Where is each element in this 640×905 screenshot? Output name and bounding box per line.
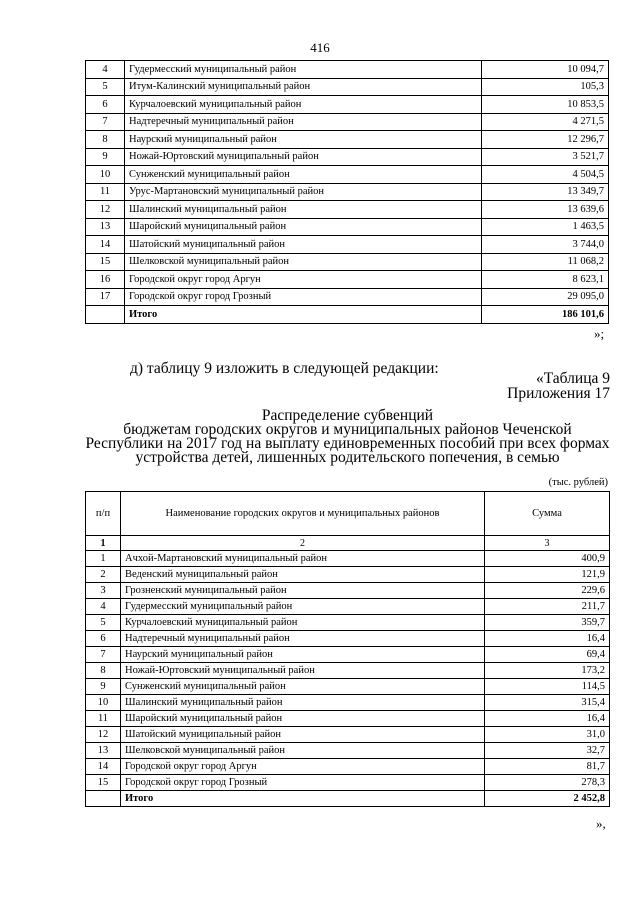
unit-label: (тыс. рублей) [548,477,608,488]
row-name: Сунженский муниципальный район [121,679,485,695]
row-number: 11 [86,183,125,201]
column-number-row [86,536,610,551]
amendment-text: д) таблицу 9 изложить в следующей редакции: [130,360,439,377]
row-name: Урус-Мартановский муниципальный район [125,183,482,201]
table-row [86,615,610,631]
row-sum: 315,4 [485,695,610,711]
table-row [86,663,610,679]
row-number: 3 [86,583,121,599]
row-number: 5 [86,78,125,96]
row-number: 17 [86,288,125,306]
table-row [86,201,609,219]
row-name: Шелковской муниципальный район [121,743,485,759]
row-number: 12 [86,201,125,219]
table-row [86,78,609,96]
row-sum: 4 271,5 [482,113,609,131]
row-sum: 121,9 [485,567,610,583]
row-name: Ножай-Юртовский муниципальный район [125,148,482,166]
table-row [86,711,610,727]
row-number: 6 [86,631,121,647]
row-sum: 278,3 [485,775,610,791]
row-number: 5 [86,615,121,631]
row-sum: 105,3 [482,78,609,96]
table-row [86,743,610,759]
table-reference-line: Приложения 17 [507,385,610,402]
row-number: 4 [86,599,121,615]
row-number: 9 [86,679,121,695]
table-row [86,695,610,711]
row-name: Наурский муниципальный район [121,647,485,663]
table-row [86,271,609,289]
table-row [86,775,610,791]
row-number: 12 [86,727,121,743]
table-row [86,131,609,149]
row-number: 14 [86,236,125,254]
row-sum: 359,7 [485,615,610,631]
table-row [86,148,609,166]
row-sum: 29 095,0 [482,288,609,306]
row-sum: 69,4 [485,647,610,663]
header-sum: Сумма [485,492,610,536]
table-reference [507,371,610,401]
row-name: Гудермесский муниципальный район [125,61,482,79]
row-number: 9 [86,148,125,166]
table-reference-line: «Таблица 9 [535,370,610,387]
table-row [86,236,609,254]
row-sum: 12 296,7 [482,131,609,149]
row-sum: 3 521,7 [482,148,609,166]
row-sum: 10 853,5 [482,96,609,114]
column-number: 3 [485,536,610,551]
row-number: 16 [86,271,125,289]
table-row [86,166,609,184]
row-sum: 4 504,5 [482,166,609,184]
row-name: Итум-Калинский муниципальный район [125,78,482,96]
table-row [86,551,610,567]
row-number: 13 [86,743,121,759]
total-row [86,791,610,807]
table-row [86,583,610,599]
table-9 [85,491,610,807]
row-sum: 32,7 [485,743,610,759]
row-number: 8 [86,663,121,679]
total-row [86,306,609,324]
column-number: 1 [86,536,121,551]
header-row [86,492,610,536]
table-row [86,183,609,201]
row-sum: 16,4 [485,631,610,647]
row-sum: 173,2 [485,663,610,679]
total-sum: 2 452,8 [485,791,610,807]
table-row [86,631,610,647]
row-name: Курчалоевский муниципальный район [125,96,482,114]
row-number: 1 [86,551,121,567]
table-row [86,113,609,131]
table-row [86,96,609,114]
row-name: Городской округ город Грозный [121,775,485,791]
table-row [86,218,609,236]
column-number: 2 [121,536,485,551]
total-label: Итого [121,791,485,807]
row-number: 4 [86,61,125,79]
row-sum: 31,0 [485,727,610,743]
row-name: Шалинский муниципальный район [121,695,485,711]
row-number: 10 [86,695,121,711]
row-name: Шатойский муниципальный район [121,727,485,743]
table-row [86,759,610,775]
table-row [86,567,610,583]
row-name: Шелковской муниципальный район [125,253,482,271]
row-name: Ачхой-Мартановский муниципальный район [121,551,485,567]
row-number: 15 [86,253,125,271]
row-name: Сунженский муниципальный район [125,166,482,184]
row-name: Городской округ город Аргун [125,271,482,289]
title-line: устройства детей, лишенных родительского попечения, в семью [135,449,560,466]
row-name: Надтеречный муниципальный район [121,631,485,647]
row-name: Шалинский муниципальный район [125,201,482,219]
title-line: бюджетам городских округов и муниципальных районов Чеченской [123,421,572,438]
row-sum: 8 623,1 [482,271,609,289]
subvention-table-continued [85,60,609,324]
row-sum: 211,7 [485,599,610,615]
table-row [86,253,609,271]
row-name: Городской округ город Аргун [121,759,485,775]
row-name: Шатойский муниципальный район [125,236,482,254]
row-sum: 16,4 [485,711,610,727]
table-title [85,409,610,465]
row-number: 13 [86,218,125,236]
row-sum: 11 068,2 [482,253,609,271]
row-number: 8 [86,131,125,149]
row-number: 10 [86,166,125,184]
total-empty [86,306,125,324]
row-name: Наурский муниципальный район [125,131,482,149]
row-sum: 1 463,5 [482,218,609,236]
table-row [86,61,609,79]
row-name: Надтеречный муниципальный район [125,113,482,131]
total-empty [86,791,121,807]
row-number: 7 [86,647,121,663]
row-number: 11 [86,711,121,727]
row-name: Шаройский муниципальный район [121,711,485,727]
row-sum: 3 744,0 [482,236,609,254]
title-line: Распределение субвенций [261,407,434,424]
row-sum: 81,7 [485,759,610,775]
row-number: 6 [86,96,125,114]
row-number: 7 [86,113,125,131]
row-name: Шаройский муниципальный район [125,218,482,236]
row-name: Ножай-Юртовский муниципальный район [121,663,485,679]
row-name: Гудермесский муниципальный район [121,599,485,615]
table-row [86,647,610,663]
row-number: 14 [86,759,121,775]
row-sum: 114,5 [485,679,610,695]
row-sum: 229,6 [485,583,610,599]
table-row [86,288,609,306]
row-name: Веденский муниципальный район [121,567,485,583]
page-number: 416 [310,40,330,55]
header-name: Наименование городских округов и муниципальных районов [121,492,485,536]
row-number: 15 [86,775,121,791]
header-number: п/п [86,492,121,536]
closing-quote: »; [594,326,605,341]
row-name: Грозненский муниципальный район [121,583,485,599]
table-row [86,727,610,743]
closing-quote: », [596,816,606,831]
total-label: Итого [125,306,482,324]
row-name: Городской округ город Грозный [125,288,482,306]
title-line: Республики на 2017 год на выплату единовременных пособий при всех формах [85,435,610,452]
row-sum: 13 349,7 [482,183,609,201]
table-row [86,599,610,615]
total-sum: 186 101,6 [482,306,609,324]
row-sum: 400,9 [485,551,610,567]
table-row [86,679,610,695]
row-name: Курчалоевский муниципальный район [121,615,485,631]
row-sum: 10 094,7 [482,61,609,79]
row-sum: 13 639,6 [482,201,609,219]
row-number: 2 [86,567,121,583]
